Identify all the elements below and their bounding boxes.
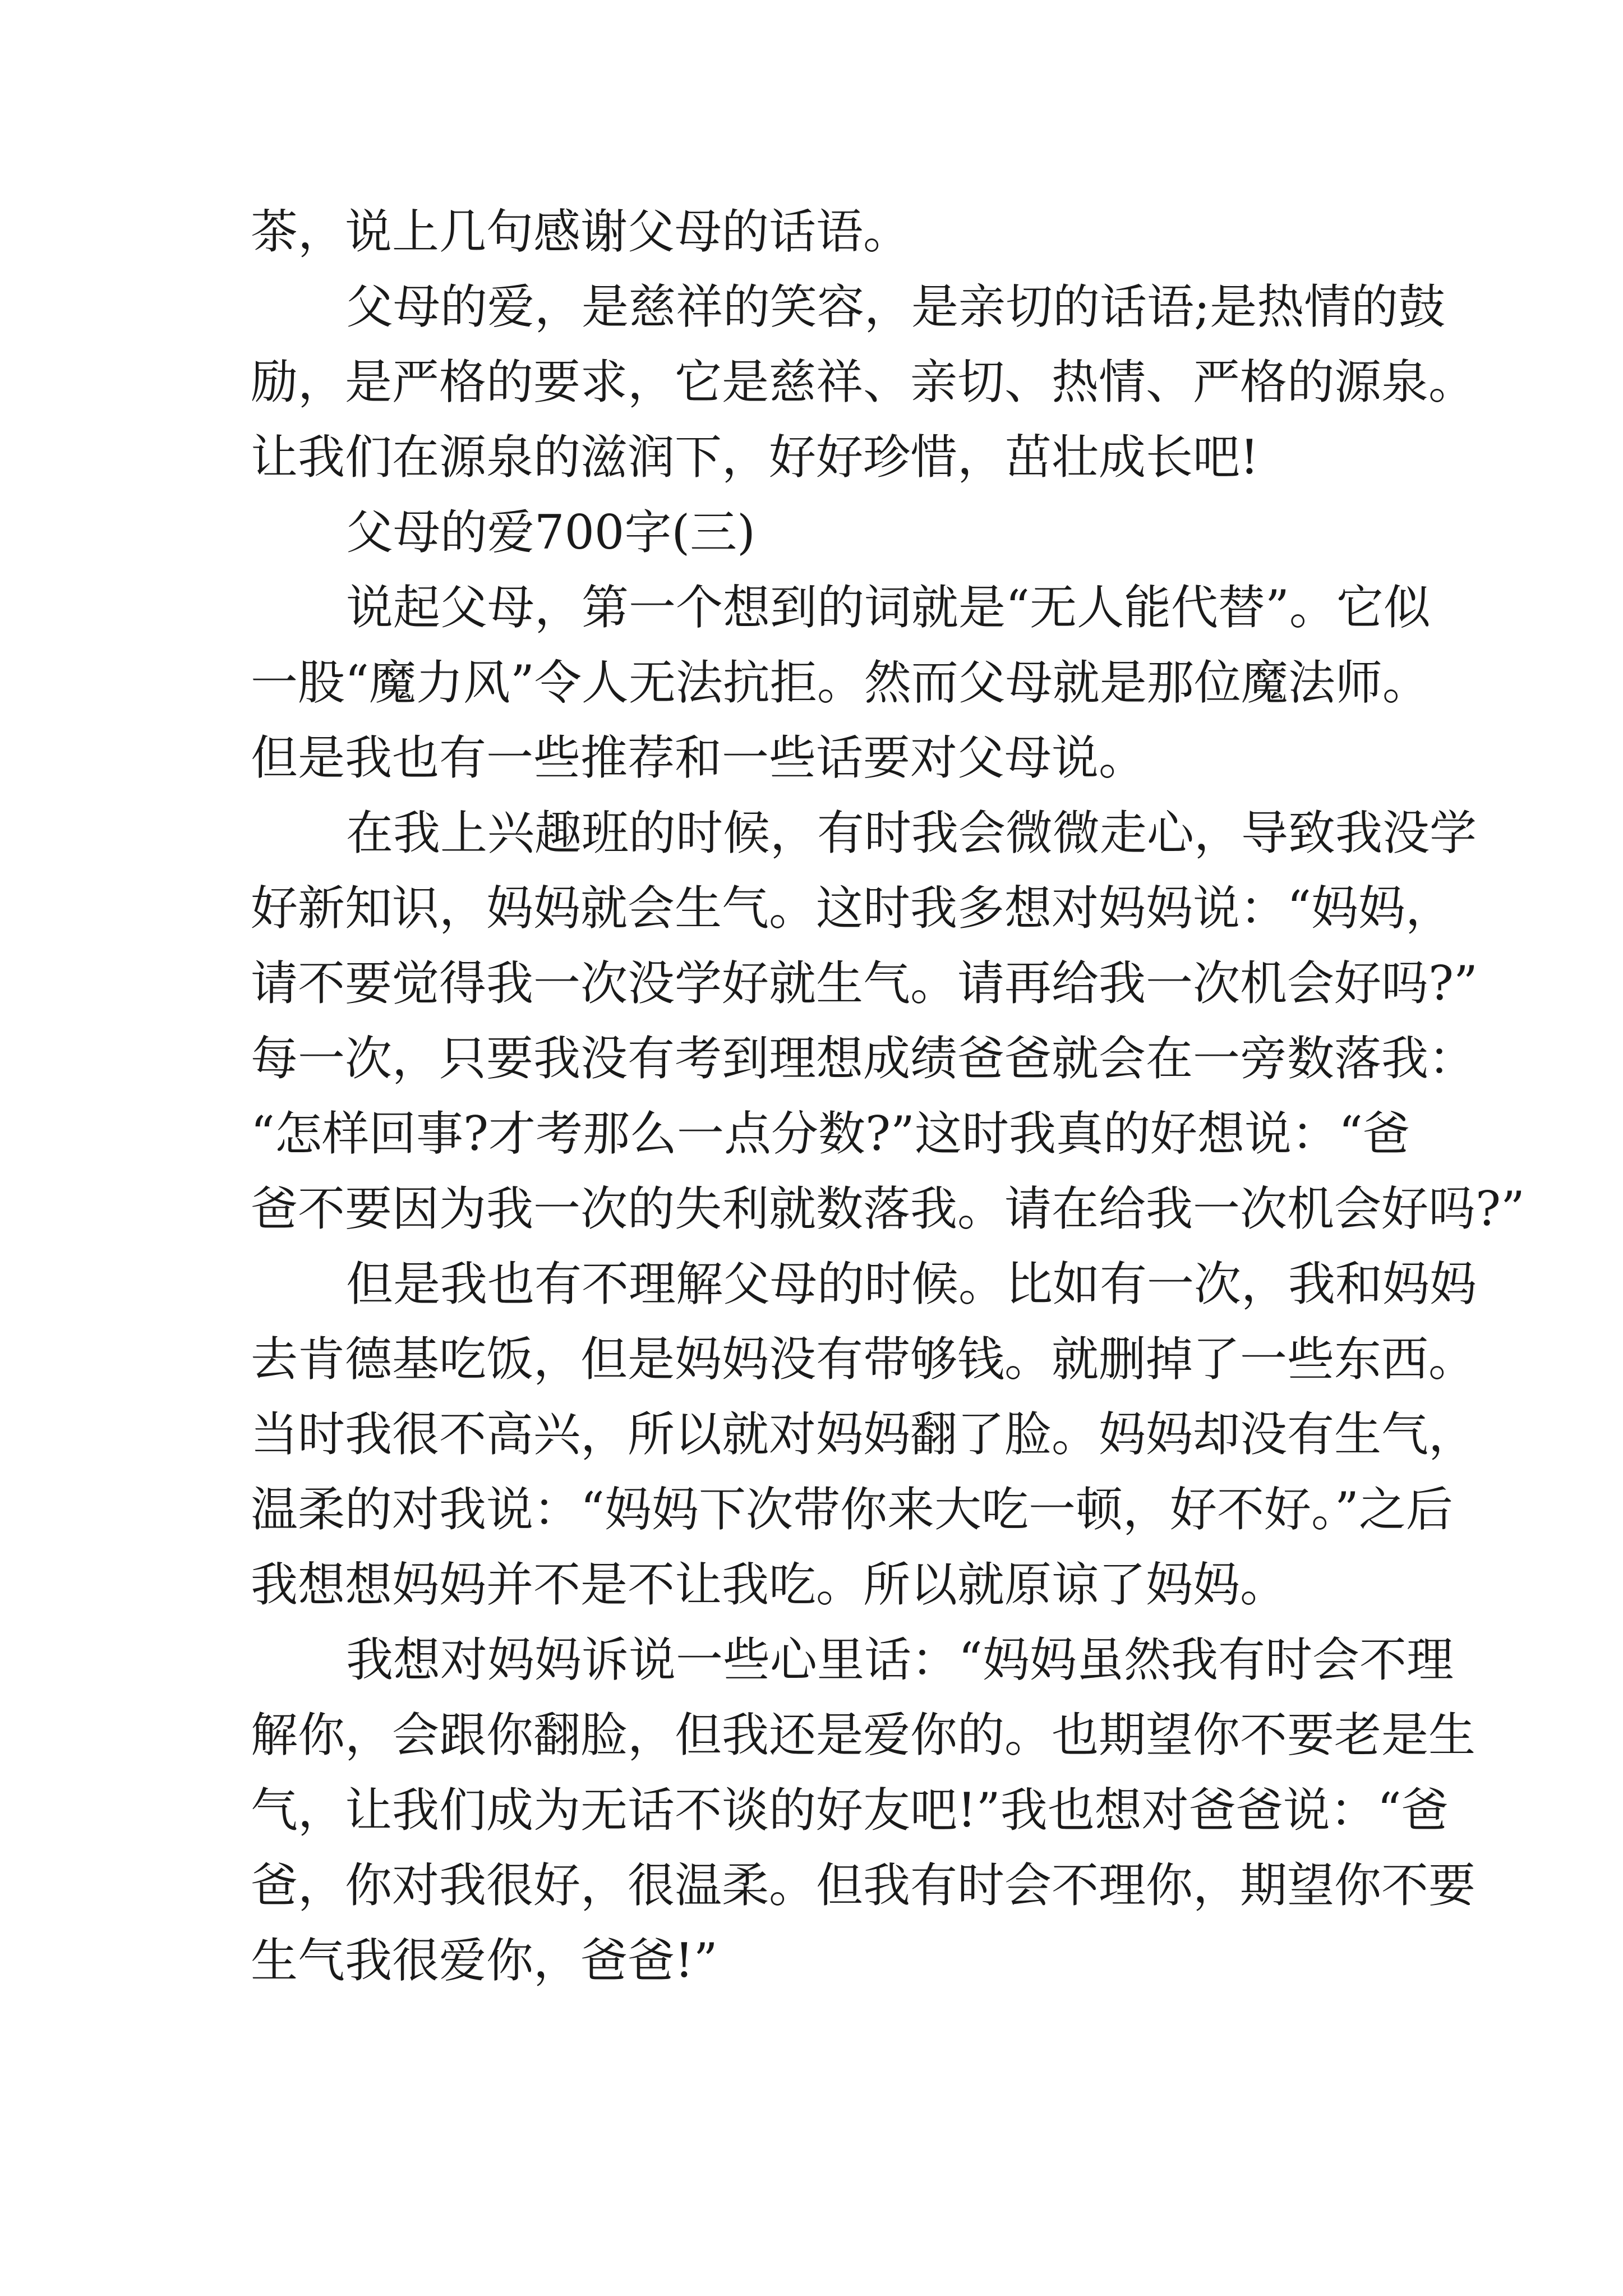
text-line: 父母的爱，是慈祥的笑容，是亲切的话语;是热情的鼓 (346, 279, 1446, 334)
text-line: 每一次，只要我没有考到理想成绩爸爸就会在一旁数落我： (251, 1031, 1476, 1086)
text-line: 请不要觉得我一次没学好就生气。请再给我一次机会好吗?” (251, 956, 1478, 1011)
text-line: 我想想妈妈并不是不让我吃。所以就原谅了妈妈。 (251, 1557, 1288, 1612)
text-line: 励，是严格的要求，它是慈祥、亲切、热情、严格的源泉。 (251, 355, 1476, 409)
text-line: 但是我也有不理解父母的时候。比如有一次，我和妈妈 (346, 1257, 1477, 1312)
text-line: 茶，说上几句感谢父母的话语。 (251, 204, 911, 259)
text-line: 我想对妈妈诉说一些心里话：“妈妈虽然我有时会不理 (346, 1632, 1454, 1687)
text-line: 解你，会跟你翻脸，但我还是爱你的。也期望你不要老是生 (251, 1708, 1476, 1763)
text-line: 温柔的对我说：“妈妈下次带你来大吃一顿，好不好。”之后 (251, 1482, 1453, 1537)
text-line: 一股“魔力风”令人无法抗拒。然而父母就是那位魔法师。 (251, 655, 1430, 710)
text-line: 生气我很爱你，爸爸!” (251, 1933, 718, 1988)
text-line: 当时我很不高兴，所以就对妈妈翻了脸。妈妈却没有生气， (251, 1407, 1476, 1462)
text-line: 气，让我们成为无话不谈的好友吧!”我也想对爸爸说：“爸 (251, 1783, 1449, 1838)
text-line: “怎样回事?才考那么一点分数?”这时我真的好想说：“爸 (251, 1106, 1410, 1161)
text-line: 父母的爱700字(三) (346, 505, 755, 560)
text-line: 但是我也有一些推荐和一些话要对父母说。 (251, 730, 1146, 785)
text-line: 说起父母，第一个想到的词就是“无人能代替”。它似 (346, 580, 1431, 635)
text-line: 爸不要因为我一次的失利就数落我。请在给我一次机会好吗?” (251, 1181, 1525, 1236)
text-line: 去肯德基吃饭，但是妈妈没有带够钱。就删掉了一些东西。 (251, 1332, 1476, 1387)
text-line: 爸，你对我很好，很温柔。但我有时会不理你，期望你不要 (251, 1858, 1476, 1913)
body-text (251, 194, 1525, 1998)
text-line: 让我们在源泉的滋润下，好好珍惜，茁壮成长吧! (251, 430, 1259, 485)
text-line: 在我上兴趣班的时候，有时我会微微走心，导致我没学 (346, 806, 1477, 861)
text-line: 好新知识，妈妈就会生气。这时我多想对妈妈说：“妈妈， (251, 881, 1453, 936)
